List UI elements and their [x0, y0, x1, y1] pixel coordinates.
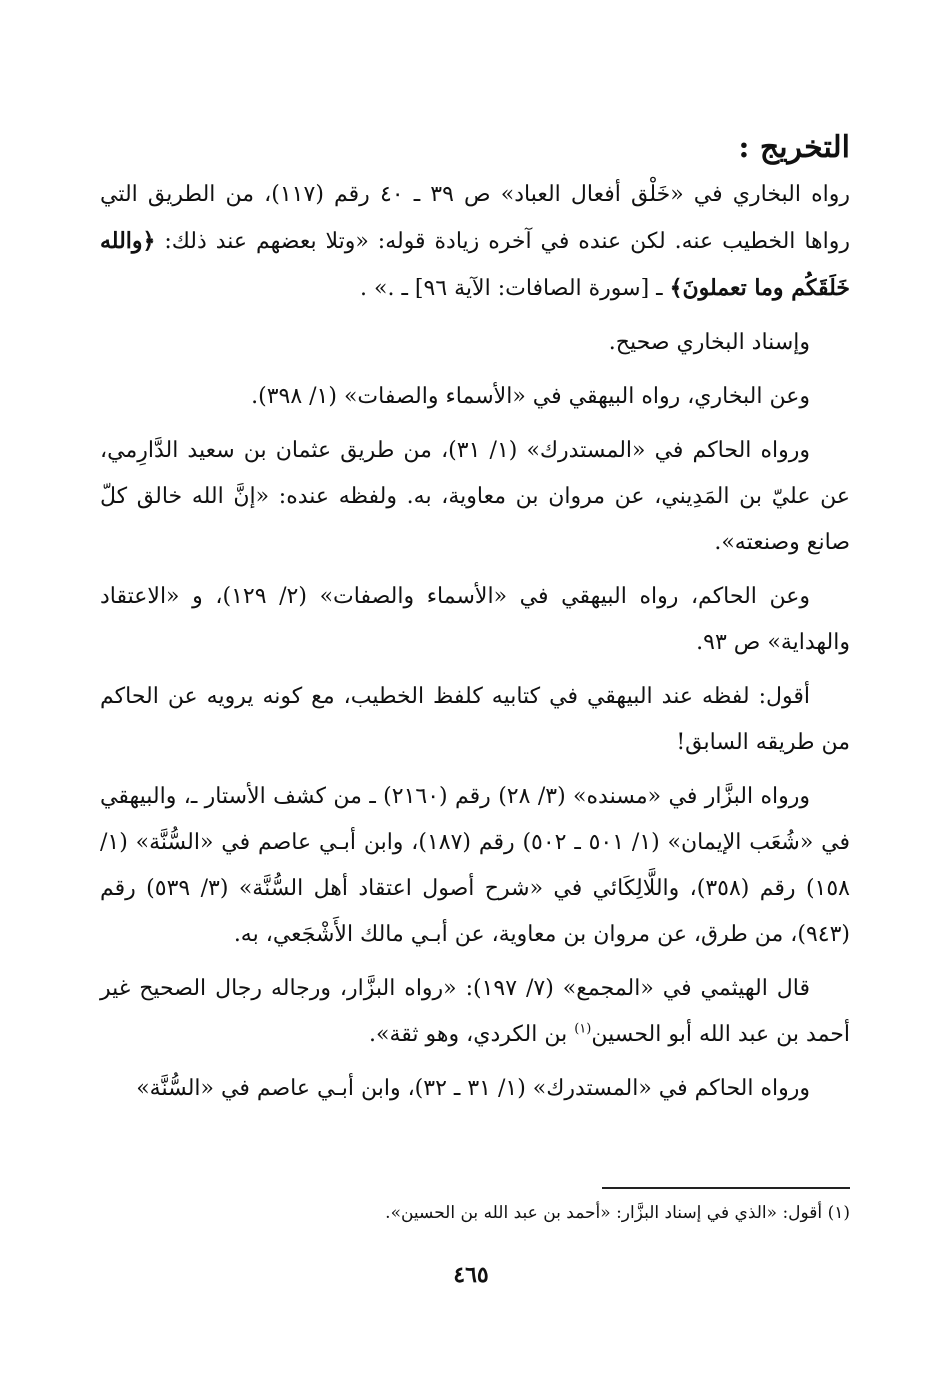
- paragraph-4: ورواه الحاكم في «المستدرك» (١/ ٣١)، من طريق عثمان بن سعيد الدَّارِمي، عن عليّ بن المَدِيني، عن مروان بن معاوية، به. ولفظه عنده: «إنَّ الله خالق كلّ صانع وصنعته».: [100, 438, 850, 555]
- section-heading: التخريج :: [738, 130, 850, 165]
- paragraph-8-text: قال الهيثمي في «المجمع» (٧/ ١٩٧): «رواه البزَّار، ورجاله رجال الصحيح غير أحمد بن عبد الله أبو الحسين: [100, 976, 850, 1047]
- footnote-text: أقول: «الذي في إسناد البزَّار: «أحمد بن عبد الله بن الحسين».: [385, 1203, 823, 1223]
- main-text: [100, 128, 850, 1120]
- quran-quote: ﴿والله خَلَقَكُم وما تعملونَ﴾: [100, 228, 850, 301]
- paragraph-7: ورواه البزَّار في «مسنده» (٣/ ٢٨) رقم (٢١٦٠) ـ من كشف الأستار ـ، والبيهقي في «شُعَب الإيمان» (١/ ٥٠١ ـ ٥٠٢) رقم (١٨٧)، وابن أبـي عاصم في «السُّنَّة» (١/ ١٥٨) رقم (٣٥٨)، واللَّالِكَائي في «شرح أصول اعتقاد أهل السُّنَّة» (٣/ ٥٣٩) رقم (٩٤٣)، من طرق، عن مروان بن معاوية، عن أبـي مالك الأَشْجَعي، به.: [100, 784, 851, 947]
- footnote-divider: [602, 1187, 850, 1189]
- paragraph-5: وعن الحاكم، رواه البيهقي في «الأسماء والصفات» (٢/ ١٢٩)، و «الاعتقاد والهداية» ص ٩٣.: [100, 584, 850, 655]
- footnote-marker: (١): [827, 1203, 850, 1223]
- paragraph-9: ورواه الحاكم في «المستدرك» (١/ ٣١ ـ ٣٢)، وابن أبـي عاصم في «السُّنَّة»: [136, 1076, 810, 1101]
- paragraph-1: [100, 172, 850, 312]
- page-number: ٤٦٥: [453, 1262, 489, 1288]
- paragraph-3: وعن البخاري، رواه البيهقي في «الأسماء والصفات» (١/ ٣٩٨).: [251, 384, 810, 409]
- paragraph-6: أقول: لفظه عند البيهقي في كتابيه كلفظ الخطيب، مع كونه يرويه عن الحاكم من طريقه السابق!: [100, 684, 850, 755]
- paragraph-8: [100, 966, 850, 1058]
- paragraph-1-text: رواه البخاري في «خَلْق أفعال العباد» ص ٣٩ ـ ٤٠ رقم (١١٧)، من الطريق التي رواها الخطيب عنه. لكن عنده في آخره زيادة قوله: «وتلا بعضهم عند ذلك:: [100, 182, 850, 254]
- footnote: [100, 1198, 850, 1228]
- paragraph-8-tail: بن الكردي، وهو ثقة».: [369, 1022, 575, 1047]
- footnote-reference[interactable]: (١): [574, 1021, 592, 1037]
- paragraph-1-tail: ـ [سورة الصافات: الآية ٩٦] ـ .» .: [360, 276, 670, 301]
- paragraph-2: وإسناد البخاري صحيح.: [608, 330, 810, 355]
